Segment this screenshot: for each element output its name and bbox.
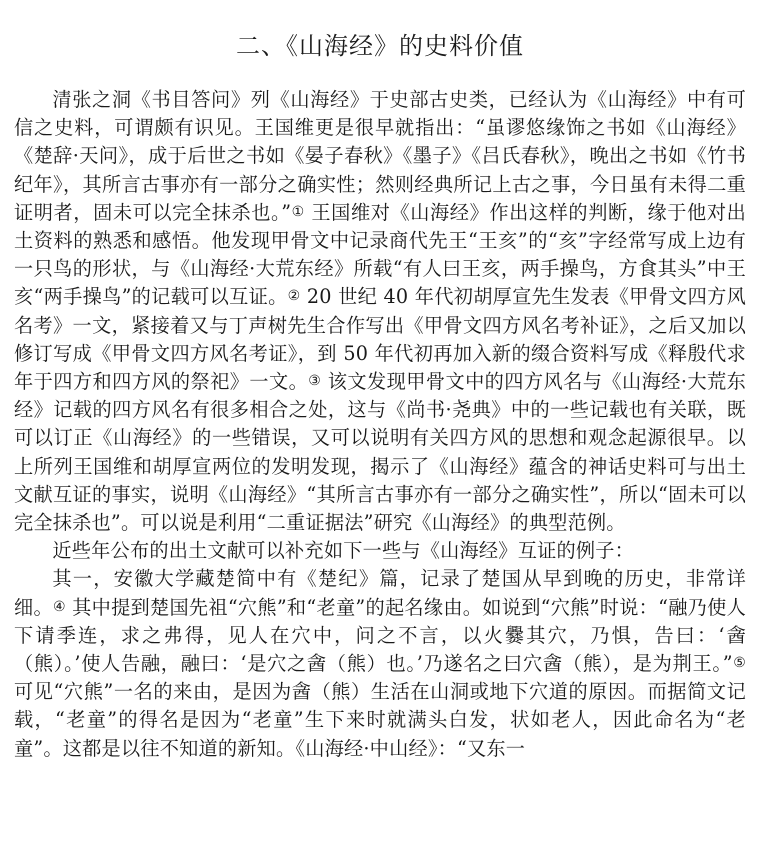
footnote-marker: ①	[291, 203, 305, 220]
footnote-marker: ③	[308, 373, 322, 390]
paragraph	[14, 86, 746, 537]
document-body	[14, 86, 746, 763]
paragraph-text: 其一，安徽大学藏楚简中有《楚纪》篇，记录了楚国从早到晚的历史，非常详细。	[14, 567, 746, 619]
section-title: 二、《山海经》的史料价值	[236, 32, 524, 60]
paragraph-text: 可见“穴熊”一名的来由，是因为酓（熊）生活在山洞或地下穴道的原因。而据简文记载，“老童”的得名是因为“老童”生下来时就满头白发，状如老人，因此命名为“老童”。这都是以往不知道的新知。《山海经·中山经》：“又东一	[14, 680, 746, 760]
paragraph-text: 王国维对《山海经》作出这样的判断，缘于他对出土资料的熟悉和感悟。他发现甲骨文中记录商代先王“王亥”的“亥”字经常写成上边有一只鸟的形状，与《山海经·大荒东经》所载“有人曰王亥，两手操鸟，方食其头”中王亥“两手操鸟”的记载可以互证。	[14, 200, 746, 309]
paragraph-text: 近些年公布的出土文献可以补充如下一些与《山海经》互证的例子：	[52, 539, 635, 563]
footnote-marker: ④	[52, 598, 66, 615]
paragraph-text: 20 世纪 40 年代初胡厚宣先生发表《甲骨文四方风名考》一文，紧接着又与丁声树先生合作写出《甲骨文四方风名考补证》，之后又加以修订写成《甲骨文四方风名考证》，到 50 年代初再加入新的缀合资料写成《释殷代求年于四方和四方风的祭祀》一文。	[14, 285, 746, 394]
paragraph	[14, 565, 746, 762]
footnote-marker: ②	[287, 288, 301, 305]
paragraph-text: 清张之洞《书目答问》列《山海经》于史部古史类，已经认为《山海经》中有可信之史料，可谓颇有识见。王国维更是很早就指出：“虽谬悠缘饰之书如《山海经》《楚辞·天问》，成于后世之书如《晏子春秋》《墨子》《吕氏春秋》，晚出之书如《竹书纪年》，其所言古事亦有一部分之确实性；然则经典所记上古之事，今日虽有未得二重证明者，固未可以完全抹杀也。”	[14, 88, 746, 224]
paragraph	[14, 537, 746, 565]
paragraph-text: 其中提到楚国先祖“穴熊”和“老童”的起名缘由。如说到“穴熊”时说：“融乃使人下请季连，求之弗得，见人在穴中，问之不言，以火爨其穴，乃惧，告曰：‘酓（熊）。’使人告融，融曰：‘是穴之酓（熊）也。’乃遂名之曰穴酓（熊），是为荆王。”	[14, 595, 746, 676]
paragraph-text: 该文发现甲骨文中的四方风名与《山海经·大荒东经》记载的四方风名有很多相合之处，这与《尚书·尧典》中的一些记载也有关联，既可以订正《山海经》的一些错误，又可以说明有关四方风的思想和观念起源很早。以上所列王国维和胡厚宣两位的发明发现，揭示了《山海经》蕴含的神话史料可与出土文献互证的事实，说明《山海经》“其所言古事亦有一部分之确实性”，所以“固未可以完全抹杀也”。可以说是利用“二重证据法”研究《山海经》的典型范例。	[14, 370, 746, 535]
footnote-marker: ⑤	[732, 655, 746, 672]
